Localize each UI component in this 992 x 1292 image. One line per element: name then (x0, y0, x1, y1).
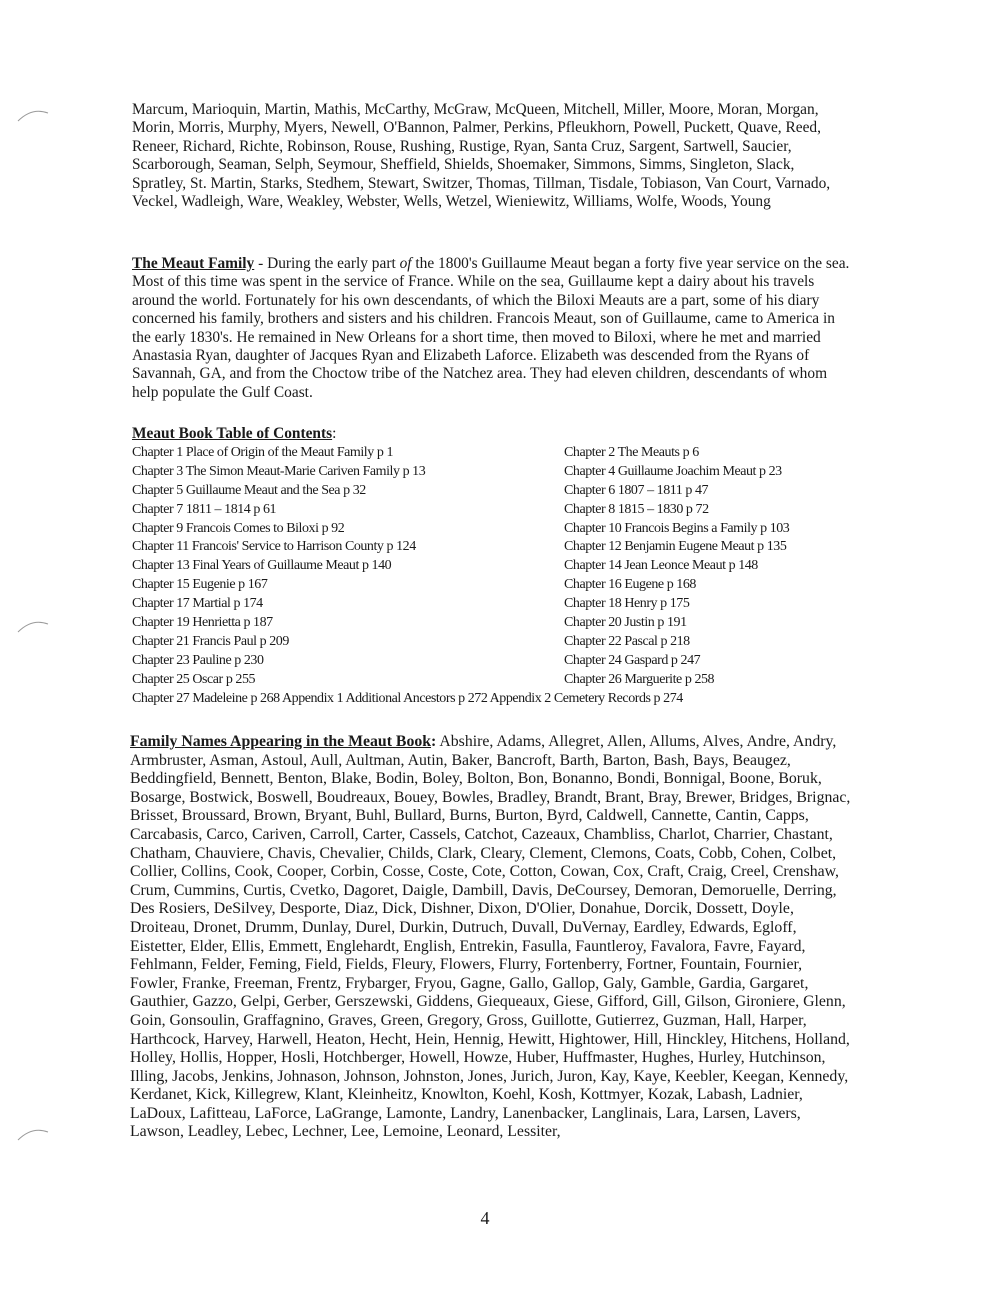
toc-row (132, 501, 862, 520)
toc-entry-right: Chapter 20 Justin p 191 (564, 615, 687, 631)
page-number: 4 (480, 1208, 490, 1228)
toc-heading: Meaut Book Table of Contents (132, 425, 333, 442)
toc-entry-right: Chapter 10 Francois Begins a Family p 103 (564, 520, 790, 536)
toc-entry-left: Chapter 3 The Simon Meaut-Marie Cariven Family p 13 (132, 463, 426, 479)
family-names-text: Abshire, Adams, Allegret, Allen, Allums, Alves, Andre, Andry, Armbruster, Asman, Astoul, Aull, Aultman, Autin, Baker, Bancroft, Barth, Barton, Bash, Bays, Beaugez, Beddingfield, Bennett, Benton, Blake, Bodin, Boley, Bolton, Bon, Bonanno, Bondi, Bonnigal, Boone, Boruk, Bosarge, Bostwick, Boswell, Boudreaux, Bouey, Bowles, Bradley, Brandt, Brant, Bray, Brewer, Bridges, Brignac, Brisset, Broussard, Brown, Bryant, Buhl, Bullard, Burns, Burton, Byrd, Caldwell, Cannette, Cantin, Capps, Carcabasis, Carco, Cariven, Carroll, Carter, Cassels, Catchot, Cazeaux, Chambliss, Charlot, Charrier, Chastant, Chatham, Chauviere, Chavis, Chevalier, Childs, Clark, Cleary, Clement, Clemons, Coats, Cobb, Cohen, Colbet, Collier, Collins, Cook, Cooper, Corbin, Cosse, Coste, Cote, Cotton, Cowan, Cox, Craft, Craig, Creel, Crenshaw, Crum, Cummins, Curtis, Cvetko, Dagoret, Daigle, Dambill, Davis, DeCoursey, Demoran, Demoruelle, Derring, Des Rosiers, DeSilvey, Desporte, Diaz, Dick, Dishner, Dixon, D'Olier, Donahue, Dorcik, Dossett, Doyle, Droiteau, Dronet, Drumm, Dunlay, Durel, Durkin, Dutruch, Duvall, DuVernay, Eardley, Edwards, Egloff, Eistetter, Elder, Ellis, Emmett, Englehardt, English, Entrekin, Fasulla, Fauntleroy, Favalora, Favre, Fayard, Fehlmann, Felder, Feming, Field, Fields, Fleury, Flowers, Flurry, Fortenberry, Fortner, Fountain, Fournier, Fowler, Franke, Freeman, Frentz, Frybarger, Fryou, Gagne, Gallo, Gallop, Galy, Gamble, Gardia, Gargaret, Gauthier, Gazzo, Gelpi, Gerber, Gerszewski, Giddens, Giequeaux, Giese, Gifford, Gill, Gilson, Gironiere, Glenn, Goin, Gonsoulin, Graffagnino, Graves, Green, Gregory, Gross, Guillotte, Gutierrez, Guzman, Hall, Harper, Harthcock, Harvey, Harwell, Heaton, Hecht, Hein, Hennig, Hewitt, Hightower, Hill, Hinckley, Hitchens, Holland, Holley, Hollis, Hopper, Hosli, Hotchberger, Howell, Howze, Huber, Huffmaster, Hughes, Hurley, Hutchinson, Illing, Jacobs, Jenkins, Johnason, Johnson, Johnston, Jones, Jurich, Juron, Kay, Kaye, Keebler, Keegan, Kennedy, Kerdanet, Kick, Killegrew, Klant, Kleinheitz, Knowlton, Koehl, Kosh, Kottmyer, Kozak, Labash, Ladnier, LaDoux, Lafitteau, LaForce, LaGrange, Lamonte, Landry, Lanenbacker, Langlinais, Lara, Larsen, Lavers, Lawson, Leadley, Lebec, Lechner, Lee, Lemoine, Leonard, Lessiter, (130, 733, 851, 1141)
toc-entry-left: Chapter 19 Henrietta p 187 (132, 615, 273, 631)
toc-entry-left: Chapter 23 Pauline p 230 (132, 652, 264, 668)
toc-heading-colon: : (332, 425, 337, 442)
toc-row (132, 633, 862, 652)
toc-entry-right: Chapter 6 1807 – 1811 p 47 (564, 482, 709, 498)
toc-entry-left: Chapter 5 Guillaume Meaut and the Sea p 32 (132, 482, 366, 498)
meaut-family-text-b: the 1800's Guillaume Meaut began a forty five year service on the sea. Most of this time was spent in the service of France. While on the sea, Guillaume kept a dairy about his travels around the world. Fortunately for his own descendants, of which the Biloxi Meauts are a part, some of his diary concerned his family, brothers and sisters and his children. Francois Meaut, son of Guillaume, came to America in the early 1830's. He remained in New Orleans for a short time, then moved to Biloxi, where he met and married Anastasia Ryan, daughter of Jacques Ryan and Elizabeth Laforce. Elizabeth was descended from the Ryans of Savannah, GA, and from the Choctow tribe of the Natchez area. They had eleven children, descendants of whom help populate the Gulf Coast. (132, 255, 850, 401)
toc-entry-left: Chapter 15 Eugenie p 167 (132, 577, 268, 593)
toc-entry-right: Chapter 16 Eugene p 168 (564, 577, 696, 593)
toc-row (132, 463, 862, 482)
toc-entry-right: Chapter 4 Guillaume Joachim Meaut p 23 (564, 463, 782, 479)
toc-entry-left: Chapter 25 Oscar p 255 (132, 671, 256, 687)
meaut-family-paragraph (132, 255, 852, 402)
names-continued-paragraph: Marcum, Marioquin, Martin, Mathis, McCarthy, McGraw, McQueen, Mitchell, Miller, Moore, Moran, Morgan, Morin, Morris, Murphy, Myers, Newell, O'Bannon, Palmer, Perkins, Pfleukhorn, Powell, Puckett, Quave, Reed, Reneer, Richard, Richte, Robinson, Rouse, Rushing, Rustige, Ryan, Santa Cruz, Sargent, Sartwell, Saucier, Scarborough, Seaman, Selph, Seymour, Sheffield, Shields, Shoemaker, Simmons, Simms, Singleton, Slack, Spratley, St. Martin, Starks, Stedhem, Stewart, Switzer, Thomas, Tillman, Tisdale, Tobiason, Van Court, Varnado, Veckel, Wadleigh, Ware, Weakley, Webster, Wells, Wetzel, Wieniewitz, Williams, Wolfe, Woods, Young (132, 101, 831, 211)
table-of-contents (132, 444, 862, 708)
toc-entry-left: Chapter 21 Francis Paul p 209 (132, 633, 289, 649)
toc-row (132, 595, 862, 614)
meaut-family-text-a: - During the early part (254, 255, 400, 272)
toc-row (132, 538, 862, 557)
toc-row-last (132, 690, 862, 709)
toc-row (132, 482, 862, 501)
toc-entry-right: Chapter 2 The Meauts p 6 (564, 445, 699, 460)
toc-entry-last: Chapter 27 Madeleine p 268 Appendix 1 Additional Ancestors p 272 Appendix 2 Cemetery Records p 274 (132, 690, 683, 706)
toc-entry-right: Chapter 8 1815 – 1830 p 72 (564, 501, 709, 517)
toc-entry-left: Chapter 13 Final Years of Guillaume Meaut p 140 (132, 558, 392, 574)
toc-row (132, 444, 862, 463)
punch-hole-mark-top (14, 103, 50, 133)
toc-row (132, 671, 862, 690)
toc-entry-left: Chapter 9 Francois Comes to Biloxi p 92 (132, 520, 345, 536)
toc-entry-left: Chapter 17 Martial p 174 (132, 596, 263, 612)
meaut-family-heading: The Meaut Family (132, 255, 255, 272)
toc-entry-left: Chapter 7 1811 – 1814 p 61 (132, 501, 277, 517)
toc-entry-right: Chapter 24 Gaspard p 247 (564, 652, 701, 668)
toc-row (132, 652, 862, 671)
family-names-heading: Family Names Appearing in the Meaut Book (130, 733, 432, 750)
toc-entry-right: Chapter 22 Pascal p 218 (564, 633, 690, 649)
punch-hole-mark-middle (14, 614, 50, 644)
toc-row (132, 614, 862, 633)
family-names-paragraph (130, 733, 854, 1142)
meaut-family-text-of: of (399, 255, 412, 272)
toc-entry-left: Chapter 1 Place of Origin of the Meaut Family p 1 (132, 445, 393, 460)
toc-heading-line (132, 425, 336, 443)
toc-entry-right: Chapter 14 Jean Leonce Meaut p 148 (564, 558, 758, 574)
toc-entry-left: Chapter 11 Francois' Service to Harrison County p 124 (132, 539, 416, 555)
toc-entry-right: Chapter 26 Marguerite p 258 (564, 671, 715, 687)
toc-row (132, 557, 862, 576)
toc-row (132, 520, 862, 539)
punch-hole-mark-bottom (14, 1122, 50, 1152)
toc-entry-right: Chapter 18 Henry p 175 (564, 596, 690, 612)
toc-row (132, 576, 862, 595)
toc-entry-right: Chapter 12 Benjamin Eugene Meaut p 135 (564, 539, 787, 555)
family-names-colon: : (431, 733, 437, 750)
